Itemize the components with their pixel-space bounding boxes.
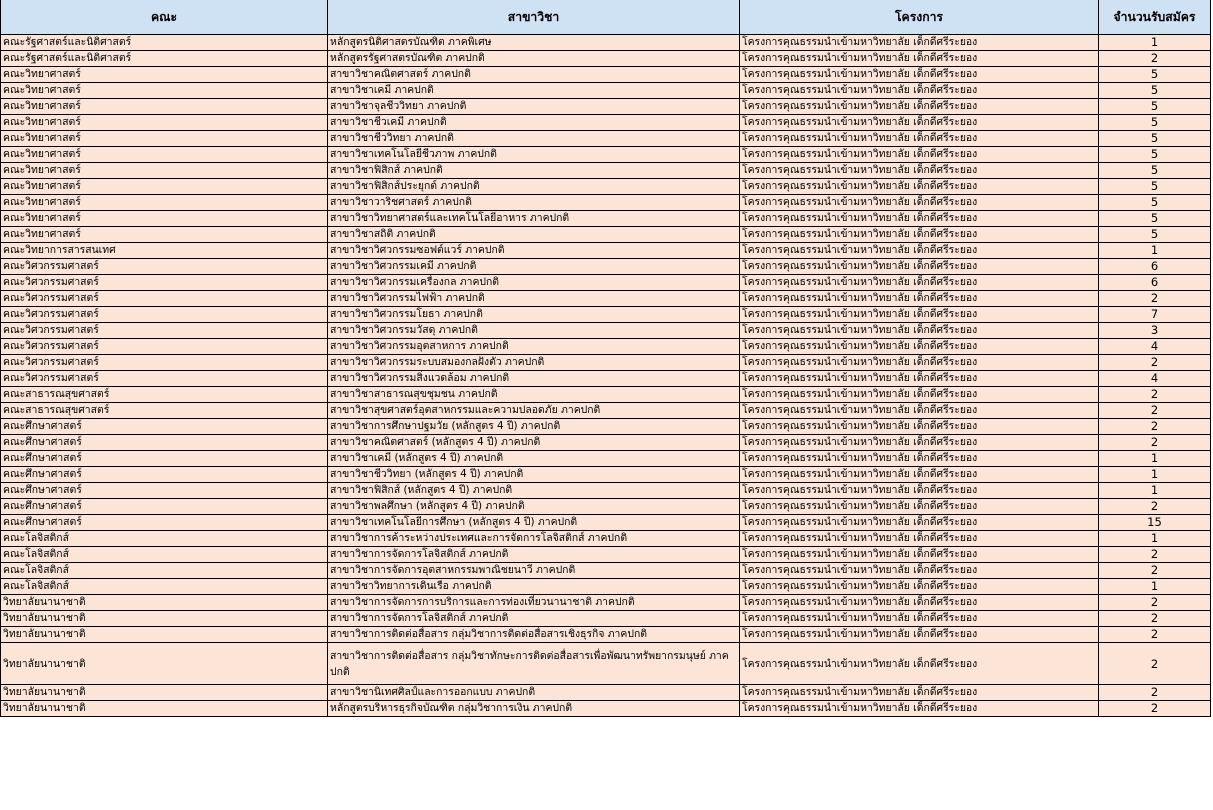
cell-major[interactable]: สาขาวิชาจุลชีววิทยา ภาคปกติ [328,99,740,115]
table-row [1,547,1211,563]
cell-faculty[interactable]: คณะวิทยาศาสตร์ [1,131,328,147]
cell-major[interactable]: สาขาวิชาการติดต่อสื่อสาร กลุ่มวิชาการติดต่อสื่อสารเชิงธุรกิจ ภาคปกติ [328,627,740,643]
cell-faculty[interactable]: คณะวิทยาศาสตร์ [1,195,328,211]
cell-project[interactable]: โครงการคุณธรรมนำเข้ามหาวิทยาลัย เด็กดีศรีระยอง [740,243,1099,259]
cell-quota[interactable]: 2 [1099,627,1211,643]
cell-major[interactable]: สาขาวิชาการศึกษาปฐมวัย (หลักสูตร 4 ปี) ภาคปกติ [328,419,740,435]
cell-faculty[interactable]: คณะวิศวกรรมศาสตร์ [1,259,328,275]
cell-faculty[interactable]: คณะวิทยาศาสตร์ [1,83,328,99]
table-row [1,259,1211,275]
table-row [1,339,1211,355]
table-row [1,611,1211,627]
table-row [1,643,1211,685]
table-row [1,35,1211,51]
cell-faculty[interactable]: วิทยาลัยนานาชาติ [1,595,328,611]
cell-project[interactable]: โครงการคุณธรรมนำเข้ามหาวิทยาลัย เด็กดีศรีระยอง [740,515,1099,531]
cell-faculty[interactable]: คณะวิทยาการสารสนเทศ [1,243,328,259]
cell-faculty[interactable]: คณะวิทยาศาสตร์ [1,115,328,131]
cell-faculty[interactable]: คณะศึกษาศาสตร์ [1,467,328,483]
table-row [1,115,1211,131]
cell-faculty[interactable]: คณะวิทยาศาสตร์ [1,67,328,83]
cell-major[interactable]: สาขาวิชาคณิตศาสตร์ (หลักสูตร 4 ปี) ภาคปกติ [328,435,740,451]
cell-faculty[interactable]: คณะวิทยาศาสตร์ [1,163,328,179]
cell-faculty[interactable]: คณะวิศวกรรมศาสตร์ [1,371,328,387]
cell-faculty[interactable]: คณะโลจิสติกส์ [1,547,328,563]
cell-major[interactable]: สาขาวิชาพลศึกษา (หลักสูตร 4 ปี) ภาคปกติ [328,499,740,515]
cell-quota[interactable]: 4 [1099,339,1211,355]
table-row [1,243,1211,259]
cell-project[interactable]: โครงการคุณธรรมนำเข้ามหาวิทยาลัย เด็กดีศรีระยอง [740,563,1099,579]
table-row [1,627,1211,643]
cell-major[interactable]: สาขาวิชาการจัดการการบริการและการท่องเที่ยวนานาชาติ ภาคปกติ [328,595,740,611]
cell-faculty[interactable]: คณะสาธารณสุขศาสตร์ [1,387,328,403]
cell-faculty[interactable]: วิทยาลัยนานาชาติ [1,627,328,643]
cell-project[interactable]: โครงการคุณธรรมนำเข้ามหาวิทยาลัย เด็กดีศรีระยอง [740,627,1099,643]
cell-quota[interactable]: 5 [1099,227,1211,243]
cell-faculty[interactable]: คณะโลจิสติกส์ [1,563,328,579]
header-quota[interactable]: จำนวนรับสมัคร [1099,0,1211,35]
cell-quota[interactable]: 7 [1099,307,1211,323]
cell-faculty[interactable]: คณะศึกษาศาสตร์ [1,483,328,499]
cell-faculty[interactable]: คณะวิทยาศาสตร์ [1,227,328,243]
cell-project[interactable]: โครงการคุณธรรมนำเข้ามหาวิทยาลัย เด็กดีศรีระยอง [740,195,1099,211]
cell-quota[interactable]: 5 [1099,211,1211,227]
table-row [1,67,1211,83]
cell-project[interactable]: โครงการคุณธรรมนำเข้ามหาวิทยาลัย เด็กดีศรีระยอง [740,227,1099,243]
cell-project[interactable]: โครงการคุณธรรมนำเข้ามหาวิทยาลัย เด็กดีศรีระยอง [740,291,1099,307]
cell-quota[interactable]: 5 [1099,67,1211,83]
cell-major[interactable]: สาขาวิชาวิศวกรรมวัสดุ ภาคปกติ [328,323,740,339]
cell-quota[interactable]: 6 [1099,259,1211,275]
cell-major[interactable]: สาขาวิชาวาริชศาสตร์ ภาคปกติ [328,195,740,211]
cell-major[interactable]: หลักสูตรรัฐศาสตรบัณฑิต ภาคปกติ [328,51,740,67]
cell-major[interactable]: สาขาวิชาการจัดการอุตสาหกรรมพาณิชยนาวี ภาคปกติ [328,563,740,579]
cell-project[interactable]: โครงการคุณธรรมนำเข้ามหาวิทยาลัย เด็กดีศรีระยอง [740,323,1099,339]
cell-quota[interactable]: 5 [1099,163,1211,179]
cell-major[interactable]: สาขาวิชาฟิสิกส์ประยุกต์ ภาคปกติ [328,179,740,195]
cell-major[interactable]: สาขาวิชาการจัดการโลจิสติกส์ ภาคปกติ [328,547,740,563]
cell-project[interactable]: โครงการคุณธรรมนำเข้ามหาวิทยาลัย เด็กดีศรีระยอง [740,611,1099,627]
cell-faculty[interactable]: วิทยาลัยนานาชาติ [1,685,328,701]
cell-major[interactable]: หลักสูตรบริหารธุรกิจบัณฑิต กลุ่มวิชาการเงิน ภาคปกติ [328,701,740,717]
cell-major[interactable]: สาขาวิชาวิศวกรรมเครื่องกล ภาคปกติ [328,275,740,291]
cell-faculty[interactable]: คณะวิศวกรรมศาสตร์ [1,355,328,371]
cell-project[interactable]: โครงการคุณธรรมนำเข้ามหาวิทยาลัย เด็กดีศรีระยอง [740,163,1099,179]
cell-major[interactable]: สาขาวิชาการจัดการโลจิสติกส์ ภาคปกติ [328,611,740,627]
cell-major[interactable]: สาขาวิชาวิศวกรรมอุตสาหการ ภาคปกติ [328,339,740,355]
cell-quota[interactable]: 2 [1099,355,1211,371]
cell-major[interactable]: สาขาวิชาสุขศาสตร์อุตสาหกรรมและความปลอดภัย ภาคปกติ [328,403,740,419]
cell-project[interactable]: โครงการคุณธรรมนำเข้ามหาวิทยาลัย เด็กดีศรีระยอง [740,685,1099,701]
table-row [1,499,1211,515]
table-row [1,131,1211,147]
cell-major[interactable]: สาขาวิชาคณิตศาสตร์ ภาคปกติ [328,67,740,83]
cell-faculty[interactable]: วิทยาลัยนานาชาติ [1,643,328,685]
cell-quota[interactable]: 2 [1099,611,1211,627]
cell-project[interactable]: โครงการคุณธรรมนำเข้ามหาวิทยาลัย เด็กดีศรีระยอง [740,131,1099,147]
cell-quota[interactable]: 2 [1099,291,1211,307]
cell-major[interactable]: สาขาวิชาวิศวกรรมไฟฟ้า ภาคปกติ [328,291,740,307]
cell-quota[interactable]: 5 [1099,131,1211,147]
cell-quota[interactable]: 5 [1099,147,1211,163]
cell-project[interactable]: โครงการคุณธรรมนำเข้ามหาวิทยาลัย เด็กดีศรีระยอง [740,499,1099,515]
cell-major[interactable]: สาขาวิชาสาธารณสุขชุมชน ภาคปกติ [328,387,740,403]
table-row [1,227,1211,243]
cell-quota[interactable]: 5 [1099,195,1211,211]
cell-quota[interactable]: 1 [1099,467,1211,483]
cell-major[interactable]: สาขาวิชานิเทศศิลป์และการออกแบบ ภาคปกติ [328,685,740,701]
cell-quota[interactable]: 2 [1099,403,1211,419]
cell-quota[interactable]: 5 [1099,115,1211,131]
table-row [1,387,1211,403]
header-row [1,0,1211,35]
cell-faculty[interactable]: คณะวิทยาศาสตร์ [1,179,328,195]
table-body [1,35,1211,717]
cell-project[interactable]: โครงการคุณธรรมนำเข้ามหาวิทยาลัย เด็กดีศรีระยอง [740,83,1099,99]
cell-quota[interactable]: 2 [1099,419,1211,435]
cell-faculty[interactable]: คณะวิศวกรรมศาสตร์ [1,323,328,339]
table-row [1,179,1211,195]
table-row [1,467,1211,483]
cell-quota[interactable]: 1 [1099,531,1211,547]
cell-project[interactable]: โครงการคุณธรรมนำเข้ามหาวิทยาลัย เด็กดีศรีระยอง [740,51,1099,67]
cell-project[interactable]: โครงการคุณธรรมนำเข้ามหาวิทยาลัย เด็กดีศรีระยอง [740,467,1099,483]
table-row [1,595,1211,611]
cell-quota[interactable]: 2 [1099,547,1211,563]
cell-faculty[interactable]: คณะวิศวกรรมศาสตร์ [1,339,328,355]
cell-quota[interactable]: 2 [1099,563,1211,579]
cell-faculty[interactable]: คณะศึกษาศาสตร์ [1,435,328,451]
table-row [1,211,1211,227]
table-row [1,323,1211,339]
cell-quota[interactable]: 5 [1099,99,1211,115]
cell-major[interactable]: สาขาวิชาวิทยาการเดินเรือ ภาคปกติ [328,579,740,595]
cell-project[interactable]: โครงการคุณธรรมนำเข้ามหาวิทยาลัย เด็กดีศรีระยอง [740,115,1099,131]
table-row [1,83,1211,99]
table-row [1,531,1211,547]
table-row [1,419,1211,435]
cell-project[interactable]: โครงการคุณธรรมนำเข้ามหาวิทยาลัย เด็กดีศรีระยอง [740,403,1099,419]
cell-quota[interactable]: 2 [1099,499,1211,515]
cell-faculty[interactable]: วิทยาลัยนานาชาติ [1,701,328,717]
cell-major[interactable]: สาขาวิชาชีววิทยา ภาคปกติ [328,131,740,147]
cell-faculty[interactable]: คณะโลจิสติกส์ [1,531,328,547]
cell-faculty[interactable]: วิทยาลัยนานาชาติ [1,611,328,627]
cell-project[interactable]: โครงการคุณธรรมนำเข้ามหาวิทยาลัย เด็กดีศรีระยอง [740,701,1099,717]
table-row [1,147,1211,163]
table-row [1,99,1211,115]
table-row [1,163,1211,179]
cell-project[interactable]: โครงการคุณธรรมนำเข้ามหาวิทยาลัย เด็กดีศรีระยอง [740,339,1099,355]
table-row [1,195,1211,211]
cell-quota[interactable]: 2 [1099,435,1211,451]
cell-project[interactable]: โครงการคุณธรรมนำเข้ามหาวิทยาลัย เด็กดีศรีระยอง [740,595,1099,611]
cell-project[interactable]: โครงการคุณธรรมนำเข้ามหาวิทยาลัย เด็กดีศรีระยอง [740,179,1099,195]
cell-project[interactable]: โครงการคุณธรรมนำเข้ามหาวิทยาลัย เด็กดีศรีระยอง [740,435,1099,451]
cell-project[interactable]: โครงการคุณธรรมนำเข้ามหาวิทยาลัย เด็กดีศรีระยอง [740,547,1099,563]
cell-faculty[interactable]: คณะศึกษาศาสตร์ [1,419,328,435]
cell-faculty[interactable]: คณะรัฐศาสตร์และนิติศาสตร์ [1,51,328,67]
cell-quota[interactable]: 3 [1099,323,1211,339]
table-row [1,291,1211,307]
cell-project[interactable]: โครงการคุณธรรมนำเข้ามหาวิทยาลัย เด็กดีศรีระยอง [740,451,1099,467]
cell-major[interactable]: สาขาวิชาวิศวกรรมสิ่งแวดล้อม ภาคปกติ [328,371,740,387]
cell-faculty[interactable]: คณะวิทยาศาสตร์ [1,99,328,115]
cell-project[interactable]: โครงการคุณธรรมนำเข้ามหาวิทยาลัย เด็กดีศรีระยอง [740,531,1099,547]
cell-project[interactable]: โครงการคุณธรรมนำเข้ามหาวิทยาลัย เด็กดีศรีระยอง [740,35,1099,51]
cell-faculty[interactable]: คณะรัฐศาสตร์และนิติศาสตร์ [1,35,328,51]
header-major[interactable]: สาขาวิชา [328,0,740,35]
cell-major[interactable]: หลักสูตรนิติศาสตรบัณฑิต ภาคพิเศษ [328,35,740,51]
cell-project[interactable]: โครงการคุณธรรมนำเข้ามหาวิทยาลัย เด็กดีศรีระยอง [740,579,1099,595]
table-row [1,483,1211,499]
cell-major[interactable]: สาขาวิชาวิศวกรรมซอฟต์แวร์ ภาคปกติ [328,243,740,259]
cell-quota[interactable]: 5 [1099,83,1211,99]
cell-project[interactable]: โครงการคุณธรรมนำเข้ามหาวิทยาลัย เด็กดีศรีระยอง [740,259,1099,275]
cell-faculty[interactable]: คณะสาธารณสุขศาสตร์ [1,403,328,419]
cell-quota[interactable]: 1 [1099,483,1211,499]
cell-faculty[interactable]: คณะศึกษาศาสตร์ [1,451,328,467]
cell-major[interactable]: สาขาวิชาชีววิทยา (หลักสูตร 4 ปี) ภาคปกติ [328,467,740,483]
cell-faculty[interactable]: คณะศึกษาศาสตร์ [1,515,328,531]
cell-faculty[interactable]: คณะวิศวกรรมศาสตร์ [1,275,328,291]
cell-quota[interactable]: 4 [1099,371,1211,387]
table-row [1,701,1211,717]
cell-quota[interactable]: 2 [1099,685,1211,701]
table-row [1,451,1211,467]
table-row [1,515,1211,531]
cell-major[interactable]: สาขาวิชาชีวเคมี ภาคปกติ [328,115,740,131]
table-row [1,579,1211,595]
cell-major[interactable]: สาขาวิชาเคมี (หลักสูตร 4 ปี) ภาคปกติ [328,451,740,467]
cell-faculty[interactable]: คณะโลจิสติกส์ [1,579,328,595]
cell-quota[interactable]: 15 [1099,515,1211,531]
table-row [1,563,1211,579]
cell-major[interactable]: สาขาวิชาวิศวกรรมโยธา ภาคปกติ [328,307,740,323]
table-row [1,51,1211,67]
cell-project[interactable]: โครงการคุณธรรมนำเข้ามหาวิทยาลัย เด็กดีศรีระยอง [740,99,1099,115]
header-faculty[interactable]: คณะ [1,0,328,35]
cell-major[interactable]: สาขาวิชาเคมี ภาคปกติ [328,83,740,99]
cell-quota[interactable]: 2 [1099,701,1211,717]
cell-quota[interactable]: 2 [1099,643,1211,685]
table-row [1,371,1211,387]
table-row [1,403,1211,419]
cell-project[interactable]: โครงการคุณธรรมนำเข้ามหาวิทยาลัย เด็กดีศรีระยอง [740,307,1099,323]
cell-quota[interactable]: 2 [1099,51,1211,67]
cell-quota[interactable]: 1 [1099,243,1211,259]
cell-faculty[interactable]: คณะวิทยาศาสตร์ [1,147,328,163]
cell-project[interactable]: โครงการคุณธรรมนำเข้ามหาวิทยาลัย เด็กดีศรีระยอง [740,355,1099,371]
cell-major[interactable]: สาขาวิชาเทคโนโลยีการศึกษา (หลักสูตร 4 ปี) ภาคปกติ [328,515,740,531]
table-row [1,275,1211,291]
cell-quota[interactable]: 2 [1099,387,1211,403]
cell-quota[interactable]: 2 [1099,595,1211,611]
table-row [1,355,1211,371]
cell-quota[interactable]: 1 [1099,35,1211,51]
cell-project[interactable]: โครงการคุณธรรมนำเข้ามหาวิทยาลัย เด็กดีศรีระยอง [740,67,1099,83]
cell-quota[interactable]: 1 [1099,579,1211,595]
cell-faculty[interactable]: คณะศึกษาศาสตร์ [1,499,328,515]
cell-project[interactable]: โครงการคุณธรรมนำเข้ามหาวิทยาลัย เด็กดีศรีระยอง [740,387,1099,403]
cell-major[interactable]: สาขาวิชาวิศวกรรมเคมี ภาคปกติ [328,259,740,275]
cell-faculty[interactable]: คณะวิศวกรรมศาสตร์ [1,291,328,307]
cell-project[interactable]: โครงการคุณธรรมนำเข้ามหาวิทยาลัย เด็กดีศรีระยอง [740,643,1099,685]
cell-major[interactable]: สาขาวิชาวิศวกรรมระบบสมองกลฝังตัว ภาคปกติ [328,355,740,371]
cell-quota[interactable]: 5 [1099,179,1211,195]
header-project[interactable]: โครงการ [740,0,1099,35]
cell-project[interactable]: โครงการคุณธรรมนำเข้ามหาวิทยาลัย เด็กดีศรีระยอง [740,147,1099,163]
cell-major[interactable]: สาขาวิชาการค้าระหว่างประเทศและการจัดการโลจิสติกส์ ภาคปกติ [328,531,740,547]
table-row [1,685,1211,701]
cell-major[interactable]: สาขาวิชาเทคโนโลยีชีวภาพ ภาคปกติ [328,147,740,163]
cell-project[interactable]: โครงการคุณธรรมนำเข้ามหาวิทยาลัย เด็กดีศรีระยอง [740,419,1099,435]
table-row [1,435,1211,451]
cell-major[interactable]: สาขาวิชาสถิติ ภาคปกติ [328,227,740,243]
cell-major[interactable]: สาขาวิชาฟิสิกส์ ภาคปกติ [328,163,740,179]
cell-major[interactable]: สาขาวิชาฟิสิกส์ (หลักสูตร 4 ปี) ภาคปกติ [328,483,740,499]
cell-project[interactable]: โครงการคุณธรรมนำเข้ามหาวิทยาลัย เด็กดีศรีระยอง [740,371,1099,387]
cell-quota[interactable]: 6 [1099,275,1211,291]
cell-project[interactable]: โครงการคุณธรรมนำเข้ามหาวิทยาลัย เด็กดีศรีระยอง [740,275,1099,291]
cell-project[interactable]: โครงการคุณธรรมนำเข้ามหาวิทยาลัย เด็กดีศรีระยอง [740,483,1099,499]
cell-project[interactable]: โครงการคุณธรรมนำเข้ามหาวิทยาลัย เด็กดีศรีระยอง [740,211,1099,227]
cell-faculty[interactable]: คณะวิศวกรรมศาสตร์ [1,307,328,323]
cell-faculty[interactable]: คณะวิทยาศาสตร์ [1,211,328,227]
table-row [1,307,1211,323]
cell-major[interactable]: สาขาวิชาการติดต่อสื่อสาร กลุ่มวิชาทักษะการติดต่อสื่อสารเพื่อพัฒนาทรัพยากรมนุษย์ ภาคปกติ [328,643,740,685]
cell-major[interactable]: สาขาวิชาวิทยาศาสตร์และเทคโนโลยีอาหาร ภาคปกติ [328,211,740,227]
cell-quota[interactable]: 1 [1099,451,1211,467]
